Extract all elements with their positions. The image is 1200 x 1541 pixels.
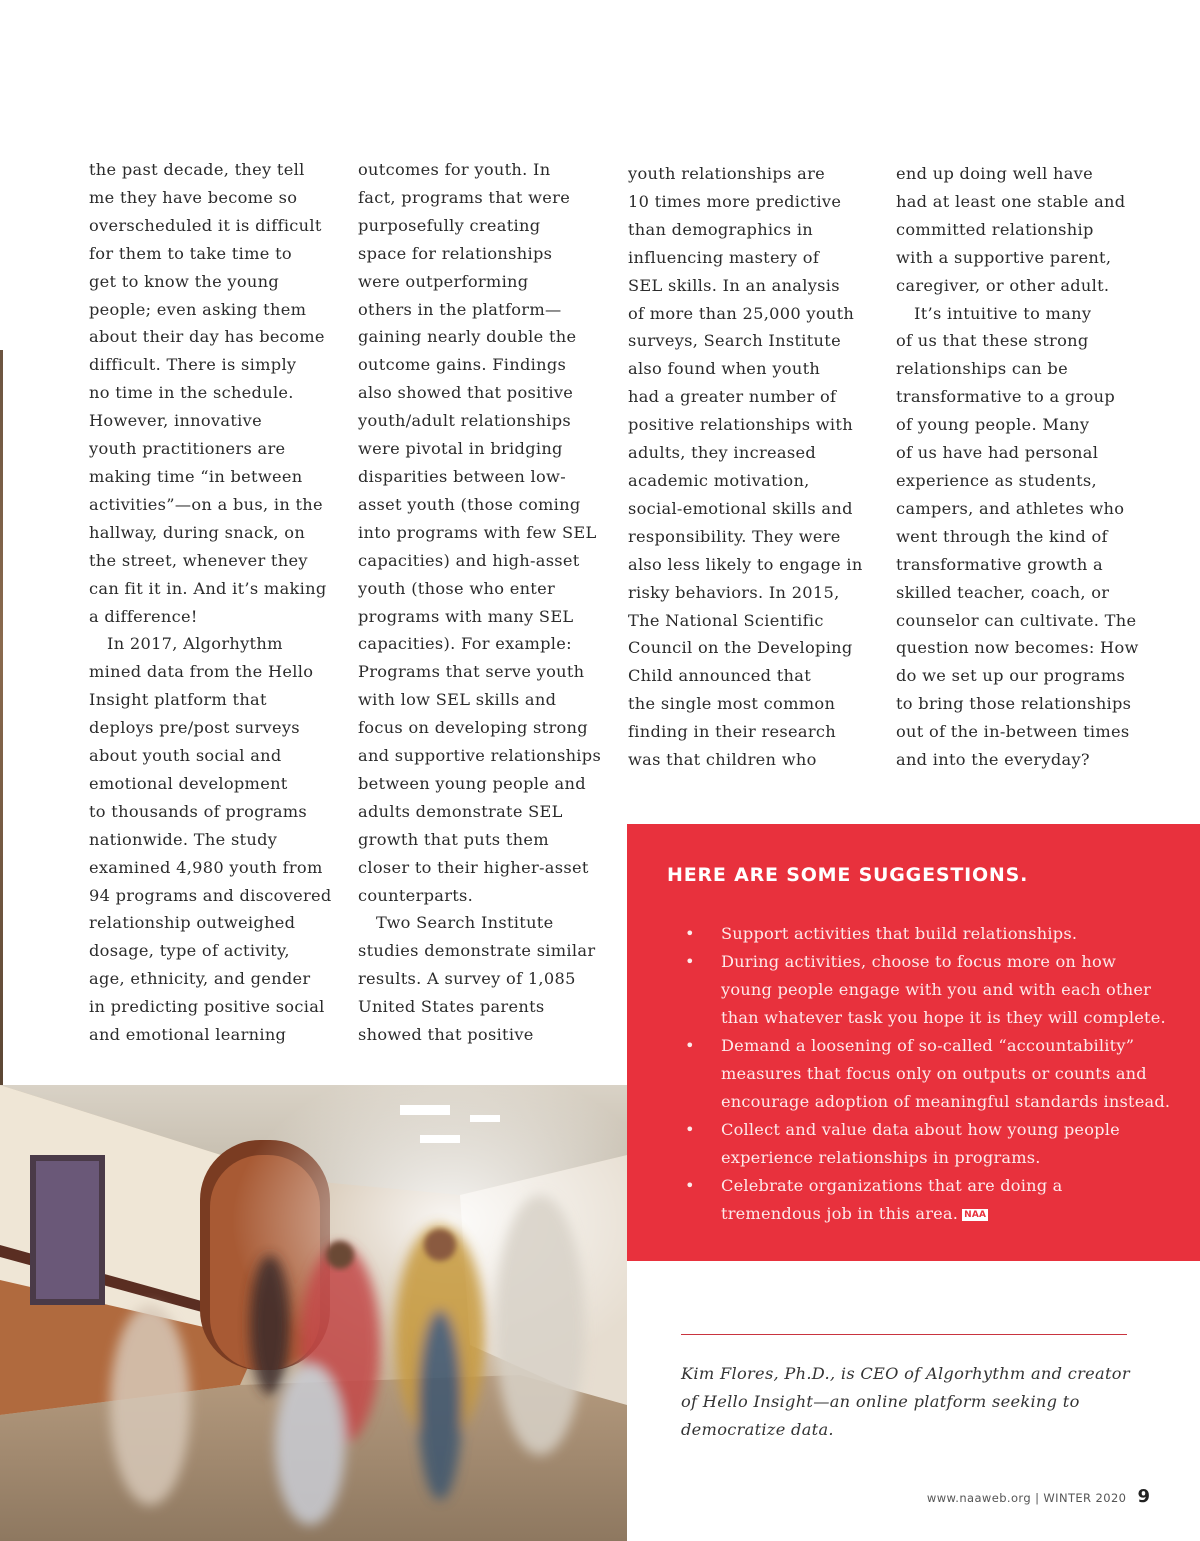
- text-line: asset youth (those coming: [358, 494, 581, 514]
- page-number: 9: [1137, 1486, 1150, 1507]
- text-line: to thousands of programs: [89, 801, 308, 821]
- bio-line: Kim Flores, Ph.D., is CEO of Algorhythm and creator: [681, 1364, 1130, 1383]
- text-line: overscheduled it is difficult: [89, 215, 322, 235]
- text-line: deploys pre/post surveys: [89, 718, 300, 738]
- text-line: were pivotal in bridging: [358, 439, 563, 459]
- text-line: for them to take time to: [89, 243, 292, 263]
- text-line: the single most common: [628, 694, 836, 714]
- text-line: finding in their research: [628, 722, 836, 742]
- suggestion-line: [721, 1004, 1170, 1032]
- text-line: responsibility. They were: [628, 526, 841, 546]
- photo-edge-strip: [0, 350, 3, 1085]
- text-line: of young people. Many: [896, 415, 1090, 435]
- suggestion-text: Support activities that build relationships.: [721, 924, 1078, 943]
- text-line: surveys, Search Institute: [628, 331, 841, 351]
- text-line: in predicting positive social: [89, 997, 325, 1017]
- text-line: results. A survey of 1,085: [358, 969, 576, 989]
- text-line: also found when youth: [628, 359, 821, 379]
- suggestion-text: experience relationships in programs.: [721, 1148, 1041, 1167]
- text-line: experience as students,: [896, 470, 1097, 490]
- text-line: had a greater number of: [628, 387, 837, 407]
- text-line: transformative to a group: [896, 387, 1115, 407]
- text-line: the past decade, they tell: [89, 160, 305, 179]
- suggestion-line: [721, 1116, 1170, 1144]
- text-line: programs with many SEL: [358, 606, 574, 626]
- suggestions-list: [685, 920, 1170, 1228]
- text-line: skilled teacher, coach, or: [896, 582, 1110, 602]
- text-line: end up doing well have: [896, 164, 1094, 183]
- text-line: were outperforming: [358, 271, 529, 291]
- text-line: get to know the young: [89, 271, 280, 291]
- suggestion-line: [721, 1144, 1170, 1172]
- text-line: risky behaviors. In 2015,: [628, 582, 840, 602]
- suggestion-line: [721, 1060, 1170, 1088]
- text-line: studies demonstrate similar: [358, 941, 596, 961]
- naa-end-mark-icon: NAA: [964, 1210, 987, 1220]
- text-line: focus on developing strong: [358, 718, 588, 738]
- text-line: dosage, type of activity,: [89, 941, 290, 961]
- text-line: purposefully creating: [358, 215, 541, 235]
- body-column-3: [628, 160, 878, 774]
- text-line: was that children who: [628, 750, 817, 770]
- text-line: between young people and: [358, 773, 586, 793]
- text-line: caregiver, or other adult.: [896, 275, 1110, 295]
- text-line: youth relationships are: [628, 164, 825, 183]
- text-line: Council on the Developing: [628, 638, 853, 658]
- suggestion-line: [721, 976, 1170, 1004]
- text-line: the street, whenever they: [89, 550, 308, 570]
- text-line: emotional development: [89, 773, 288, 793]
- text-line: no time in the schedule.: [89, 383, 294, 403]
- footer-site: www.naaweb.org | WINTER 2020: [926, 1491, 1127, 1505]
- text-line: United States parents: [358, 997, 545, 1017]
- bullet-icon: •: [685, 952, 695, 971]
- text-line: youth practitioners are: [89, 439, 286, 459]
- text-line: relationship outweighed: [89, 913, 296, 933]
- text-line: 10 times more predictive: [628, 191, 842, 211]
- text-line: about their day has become: [89, 327, 325, 347]
- text-line: do we set up our programs: [896, 666, 1126, 686]
- page-footer: [927, 1486, 1150, 1507]
- text-line: and supportive relationships: [358, 746, 602, 766]
- bullet-icon: •: [685, 924, 695, 943]
- text-line: hallway, during snack, on: [89, 522, 306, 542]
- text-line: capacities). For example:: [358, 634, 572, 654]
- suggestion-item: [685, 1032, 1170, 1116]
- text-line: Insight platform that: [89, 690, 267, 710]
- text-line: youth (those who enter: [358, 578, 556, 598]
- text-line: It’s intuitive to many: [914, 303, 1092, 323]
- text-line: activities”—on a bus, in the: [89, 494, 323, 514]
- text-line: with a supportive parent,: [896, 247, 1112, 267]
- text-line: examined 4,980 youth from: [89, 857, 323, 877]
- suggestion-line: [721, 948, 1170, 976]
- text-line: and emotional learning: [89, 1025, 287, 1045]
- text-line: counterparts.: [358, 885, 474, 905]
- suggestion-line: [721, 1032, 1170, 1060]
- author-bio: [681, 1360, 1130, 1444]
- text-line: Two Search Institute: [376, 913, 554, 933]
- suggestion-line: [721, 1200, 1170, 1228]
- text-line: committed relationship: [896, 219, 1094, 239]
- body-column-4: [896, 160, 1146, 774]
- text-line: question now becomes: How: [896, 638, 1139, 658]
- suggestion-text: Demand a loosening of so-called “accountability”: [721, 1036, 1135, 1055]
- text-line: of us that these strong: [896, 331, 1089, 351]
- bullet-icon: •: [685, 1120, 695, 1139]
- text-line: with low SEL skills and: [358, 690, 557, 710]
- text-line: The National Scientific: [628, 610, 824, 630]
- text-line: SEL skills. In an analysis: [628, 275, 840, 295]
- suggestion-text: than whatever task you hope it is they will complete.: [721, 1008, 1166, 1027]
- suggestion-item: [685, 948, 1170, 1032]
- text-line: Programs that serve youth: [358, 662, 585, 682]
- text-line: can fit it in. And it’s making: [89, 578, 327, 598]
- text-line: to bring those relationships: [896, 694, 1132, 714]
- suggestion-text: measures that focus only on outputs or counts and: [721, 1064, 1147, 1083]
- text-line: me they have become so: [89, 187, 298, 207]
- text-line: outcome gains. Findings: [358, 355, 567, 375]
- bio-line: of Hello Insight—an online platform seeking to: [681, 1392, 1080, 1411]
- text-line: also showed that positive: [358, 383, 574, 403]
- text-line: difficult. There is simply: [89, 355, 297, 375]
- text-line: had at least one stable and: [896, 191, 1126, 211]
- body-column-2: [358, 156, 608, 1049]
- school-hallway-photo: [0, 1085, 627, 1541]
- suggestion-line: [721, 1088, 1170, 1116]
- suggestion-item: [685, 920, 1170, 948]
- text-line: In 2017, Algorhythm: [107, 634, 283, 654]
- suggestion-text: Celebrate organizations that are doing a: [721, 1176, 1063, 1195]
- bullet-icon: •: [685, 1036, 695, 1055]
- suggestion-text: During activities, choose to focus more on how: [721, 952, 1117, 971]
- text-line: went through the kind of: [896, 526, 1108, 546]
- text-line: nationwide. The study: [89, 829, 278, 849]
- text-line: age, ethnicity, and gender: [89, 969, 311, 989]
- bio-line: democratize data.: [681, 1420, 834, 1439]
- suggestions-box: [627, 824, 1200, 1261]
- text-line: 94 programs and discovered: [89, 885, 332, 905]
- suggestion-item: [685, 1172, 1170, 1228]
- suggestion-text: encourage adoption of meaningful standards instead.: [721, 1092, 1171, 1111]
- text-line: and into the everyday?: [896, 750, 1090, 770]
- text-line: of more than 25,000 youth: [628, 303, 855, 323]
- text-line: positive relationships with: [628, 415, 853, 435]
- text-line: transformative growth a: [896, 554, 1103, 574]
- suggestion-text: Collect and value data about how young people: [721, 1120, 1120, 1139]
- text-line: adults, they increased: [628, 443, 817, 463]
- text-line: influencing mastery of: [628, 247, 820, 267]
- text-line: people; even asking them: [89, 299, 307, 319]
- text-line: of us have had personal: [896, 443, 1099, 463]
- suggestion-text: young people engage with you and with each other: [721, 980, 1152, 999]
- text-line: a difference!: [89, 606, 198, 626]
- text-line: out of the in-between times: [896, 722, 1130, 742]
- text-line: However, innovative: [89, 411, 262, 431]
- suggestion-line: [721, 1172, 1170, 1200]
- text-line: counselor can cultivate. The: [896, 610, 1137, 630]
- text-line: academic motivation,: [628, 470, 810, 490]
- text-line: Child announced that: [628, 666, 812, 686]
- text-line: mined data from the Hello: [89, 662, 314, 682]
- suggestions-heading: HERE ARE SOME SUGGESTIONS.: [667, 864, 1029, 886]
- bullet-icon: •: [685, 1176, 695, 1195]
- text-line: campers, and athletes who: [896, 498, 1125, 518]
- text-line: making time “in between: [89, 466, 303, 486]
- text-line: showed that positive: [358, 1025, 534, 1045]
- text-line: capacities) and high-asset: [358, 550, 580, 570]
- text-line: relationships can be: [896, 359, 1068, 379]
- text-line: about youth social and: [89, 746, 282, 766]
- text-line: than demographics in: [628, 219, 814, 239]
- body-column-1: [89, 156, 339, 1049]
- text-line: adults demonstrate SEL: [358, 801, 563, 821]
- text-line: closer to their higher-asset: [358, 857, 589, 877]
- text-line: fact, programs that were: [358, 187, 571, 207]
- suggestion-line: [721, 920, 1170, 948]
- text-line: youth/adult relationships: [358, 411, 572, 431]
- text-line: also less likely to engage in: [628, 554, 863, 574]
- text-line: social-emotional skills and: [628, 498, 853, 518]
- suggestion-text: tremendous job in this area.: [721, 1204, 959, 1223]
- suggestion-item: [685, 1116, 1170, 1172]
- text-line: space for relationships: [358, 243, 553, 263]
- text-line: growth that puts them: [358, 829, 549, 849]
- text-line: into programs with few SEL: [358, 522, 597, 542]
- text-line: gaining nearly double the: [358, 327, 577, 347]
- text-line: others in the platform—: [358, 299, 562, 319]
- text-line: disparities between low-: [358, 466, 566, 486]
- text-line: outcomes for youth. In: [358, 160, 551, 179]
- bio-divider: [681, 1334, 1127, 1335]
